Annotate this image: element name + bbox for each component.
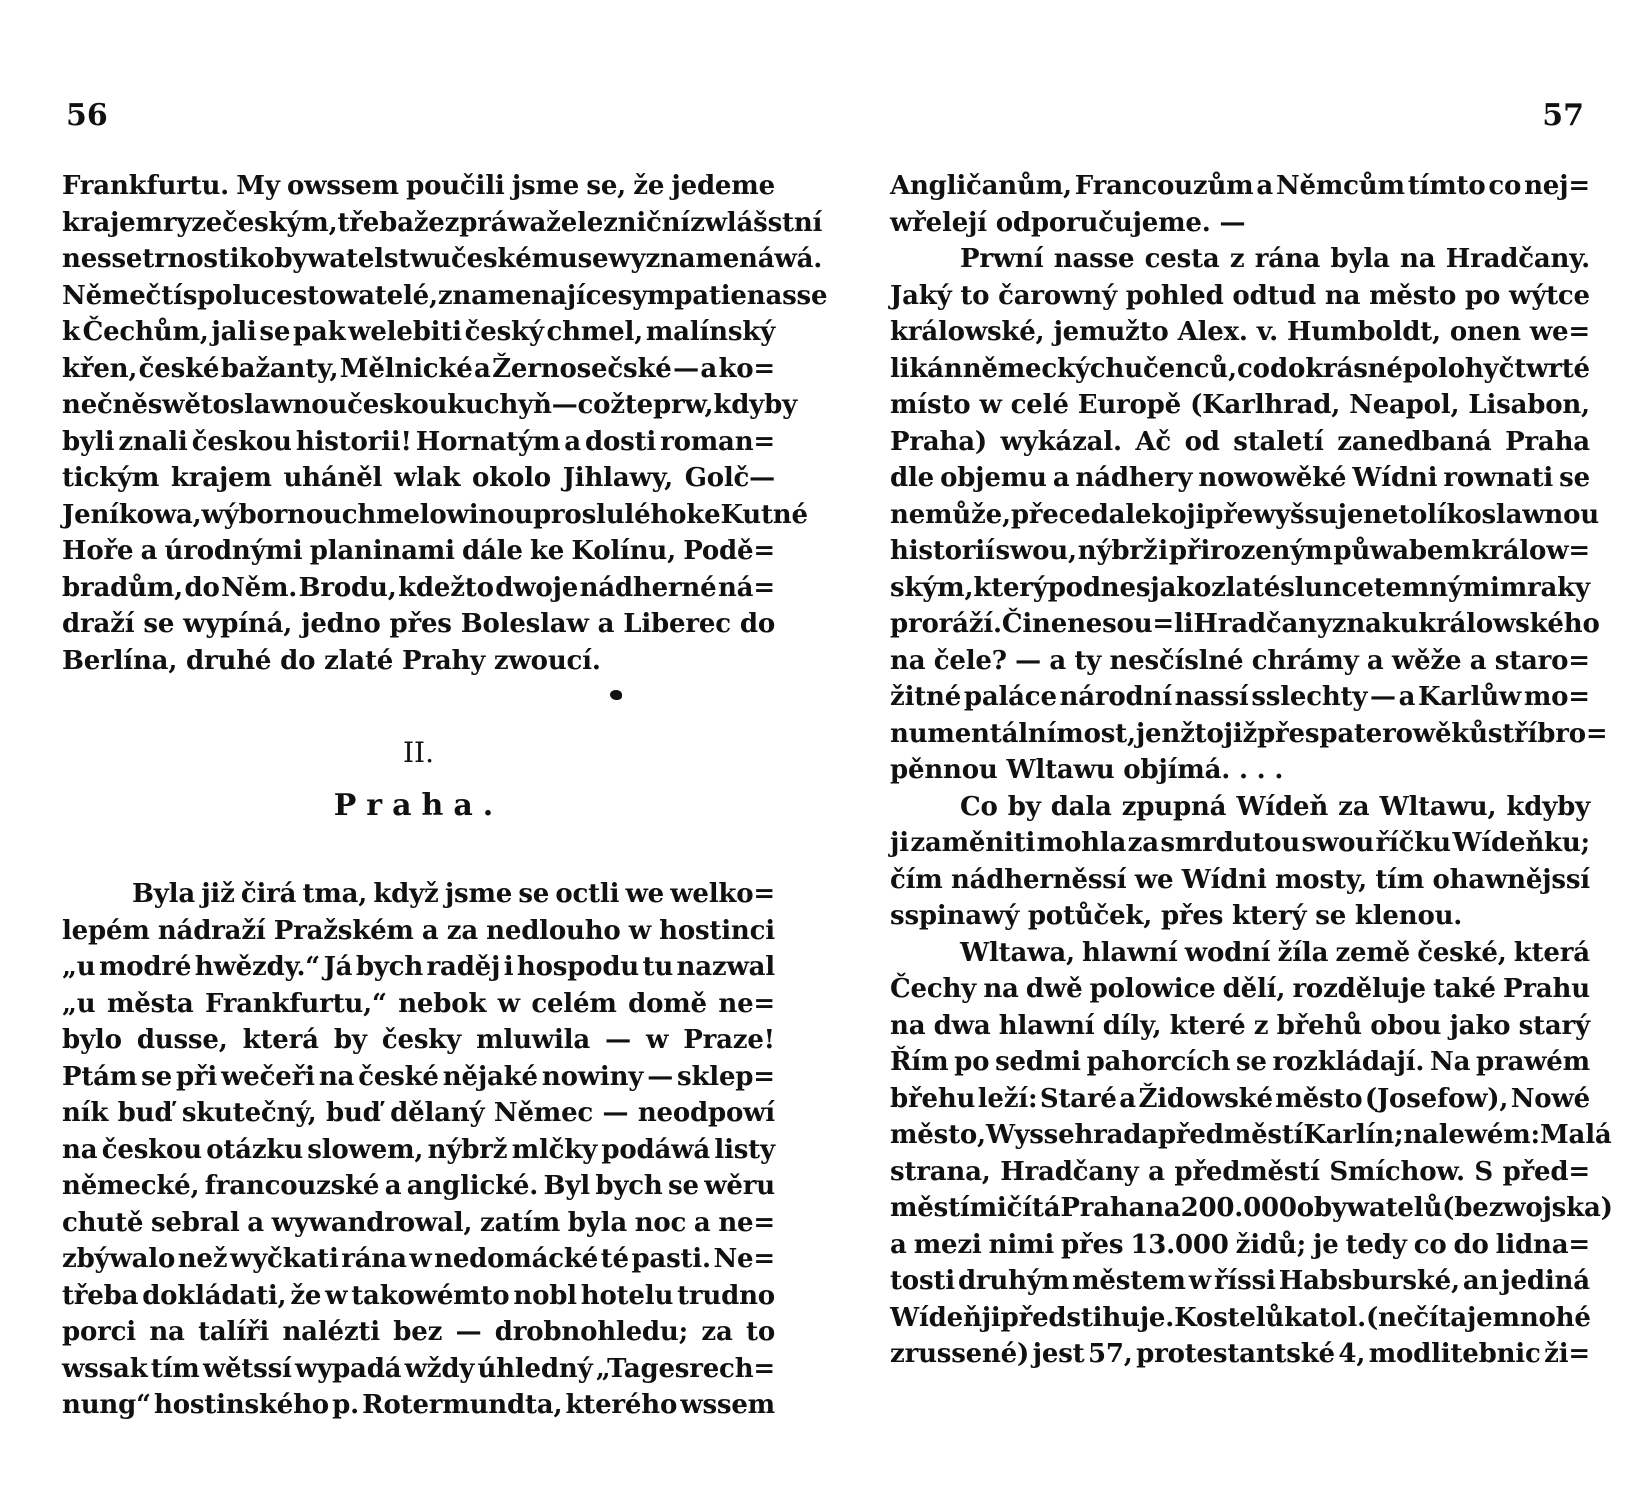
text-line: krajem ryze českým, třeba že zpráwa železniční zwlášstní (62, 207, 823, 238)
text-line: německé, francouzské a anglické. Byl bych se wěru (62, 1171, 775, 1201)
text-line: bradům, do Něm. Brodu, kdežto dwoje nádherné ná= (62, 572, 775, 603)
text-line: nung“ hostinského p. Rotermundta, kterého wssem (62, 1390, 775, 1420)
text-line: Wídeň ji předstihuje. Kostelů katol. (nečítaje mnohé (890, 1302, 1591, 1333)
text-line: tickým krajem uháněl wlak okolo Jihlawy, Golč— (62, 463, 775, 493)
right-page (890, 0, 1613, 1500)
paragraph-frankfurt (62, 168, 828, 679)
text-line: lepém nádraží Pražském a za nedlouho w hostinci (62, 915, 775, 946)
text-line: sspinawý potůček, přes který se klenou. (890, 901, 1463, 931)
text-line: bylo dusse, která by česky mluwila — w Praze! (62, 1025, 775, 1055)
text-line: numentální most, jenžto již přes patero wěků stříbro= (890, 718, 1608, 749)
text-line: wřelejí odporučujeme. — (890, 207, 1246, 238)
text-line: zbýwalo než wyčkati rána w nedomácké té pasti. Ne= (62, 1244, 775, 1274)
text-line: strana, Hradčany a předměstí Smíchow. S před= (890, 1156, 1590, 1187)
text-line: a mezi nimi přes 13.000 židů; je tedy co do lidna= (890, 1229, 1590, 1260)
text-line: na čele? — a ty nesčíslné chrámy a wěže a staro= (890, 645, 1590, 676)
text-line: městími čítá Praha na 200.000 obywatelů (bez wojska) (890, 1193, 1613, 1223)
text-line: Co by dala zpupná Wídeň za Wltawu, kdyby (960, 791, 1590, 822)
text-line: čím nádherněssí we Wídni mosty, tím ohawnějssí (890, 864, 1590, 895)
paragraph-praha-arrival (62, 876, 775, 1424)
text-line: Čechy na dwě polowice dělí, rozděluje také Prahu (890, 974, 1590, 1004)
text-line: místo w celé Europě (Karlhrad, Neapol, Lisabon, (890, 390, 1590, 420)
text-line: na českou otázku slowem, nýbrž mlčky podáwá listy (62, 1134, 775, 1165)
text-line: byli znali českou historii! Hornatým a dosti roman= (62, 426, 775, 457)
text-line: „u modré hwězdy.“ Já bych raděj i hospodu tu nazwal (62, 952, 775, 982)
page-number-left: 56 (66, 98, 108, 133)
paragraph-hradcany-vltava (890, 168, 1613, 1373)
text-line: nemůže, přece daleko ji přewyšsuje netolíko slawnou (890, 499, 1599, 530)
text-line: chutě sebral a wywandrowal, zatím byla noc a ne= (62, 1207, 775, 1238)
text-line: Němečtí spolucestowatelé, znamenajíce sympatie nasse (62, 280, 828, 311)
text-line: ník buď skutečný, buď dělaný Němec — neodpowí (62, 1098, 775, 1128)
text-line: žitné paláce národní nassí sslechty — a Karlůw mo= (890, 682, 1590, 712)
text-line: křen, české bažanty, Mělnické a Žernosečské — a ko= (62, 353, 775, 384)
text-line: porci na talíři nalézti bez — drobnohledu; za to (62, 1317, 775, 1347)
text-line: draží se wypíná, jedno přes Boleslaw a Liberec do (62, 609, 775, 639)
text-line: břehu leží: Staré a Židowské město (Josefow), Nowé (890, 1083, 1590, 1114)
left-page (62, 0, 828, 1500)
text-line: třeba dokládati, že w takowémto nobl hotelu trudno (62, 1280, 775, 1311)
text-line: tosti druhým městem w říssi Habsburské, an jediná (890, 1266, 1590, 1296)
text-line: wssak tím wětssí wypadá wždy úhledný „Tagesrech= (62, 1353, 775, 1384)
text-line: Wltawa, hlawní wodní žíla země české, která (960, 937, 1590, 968)
text-line: Frankfurtu. My owssem poučili jsme se, že jedeme (62, 171, 775, 201)
text-line: ským, který podnes jako zlaté slunce temnými mraky (890, 572, 1590, 603)
text-line: město, Wyssehrad a předměstí Karlín; na lewém: Malá (890, 1120, 1612, 1150)
text-line: králowské, jemužto Alex. v. Humboldt, onen we= (890, 317, 1590, 347)
text-line: dle objemu a nádhery nowowěké Wídni rownati se (890, 463, 1590, 493)
text-line: nessetrnosti k obywatelstwu českému se wyznamenáwá. (62, 244, 823, 274)
text-line: Angličanům, Francouzům a Němcům tímto co nej= (890, 171, 1590, 201)
text-line: proráží. Či nenesou=li Hradčany znaku králowského (890, 609, 1600, 639)
text-line: Jaký to čarowný pohled odtud na město po wýtce (890, 280, 1590, 311)
text-line: Prwní nasse cesta z rána byla na Hradčany. (960, 244, 1590, 274)
text-line: Berlína, druhé do zlaté Prahy zwoucí. (62, 645, 601, 676)
text-line: Praha) wykázal. Ač od staletí zanedbaná Praha (890, 426, 1590, 457)
text-line: Jeníkowa, wýbornou chmelowinou proslulého ke Kutné (62, 499, 808, 530)
section-numeral: II. (402, 736, 435, 769)
text-line: k Čechům, jali se pak welebiti český chmel, malínský (62, 317, 775, 347)
text-line: pěnnou Wltawu objímá. . . . (890, 755, 1284, 785)
text-line: Řím po sedmi pahorcích se rozkládají. Na prawém (890, 1047, 1590, 1077)
text-line: na dwa hlawní díly, které z břehů obou jako starý (890, 1010, 1590, 1041)
text-line: Hoře a úrodnými planinami dále ke Kolínu, Podě= (62, 536, 775, 566)
text-line: likán německých učenců, co do krásné polohy čtwrté (890, 353, 1590, 384)
text-line: zrussené) jest 57, protestantské 4, modlitebnic ži= (890, 1339, 1590, 1369)
page-number-right: 57 (1542, 98, 1584, 133)
text-line: ji zaměniti mohla za smrdutou swou říčku Wídeňku; (890, 828, 1590, 858)
text-line: „u města Frankfurtu,“ nebok w celém domě ne= (62, 988, 775, 1019)
text-line: Ptám se při wečeři na české nějaké nowiny — sklep= (62, 1061, 775, 1092)
ink-blot (610, 690, 622, 700)
text-line: historií swou, nýbrž i přirozeným půwabem králow= (890, 536, 1590, 566)
text-line: nečně swětoslawnou českou kuchyň — což teprw, kdyby (62, 390, 797, 420)
section-title: Praha. (333, 788, 504, 823)
text-line: Byla již čirá tma, když jsme se octli we welko= (132, 879, 775, 909)
